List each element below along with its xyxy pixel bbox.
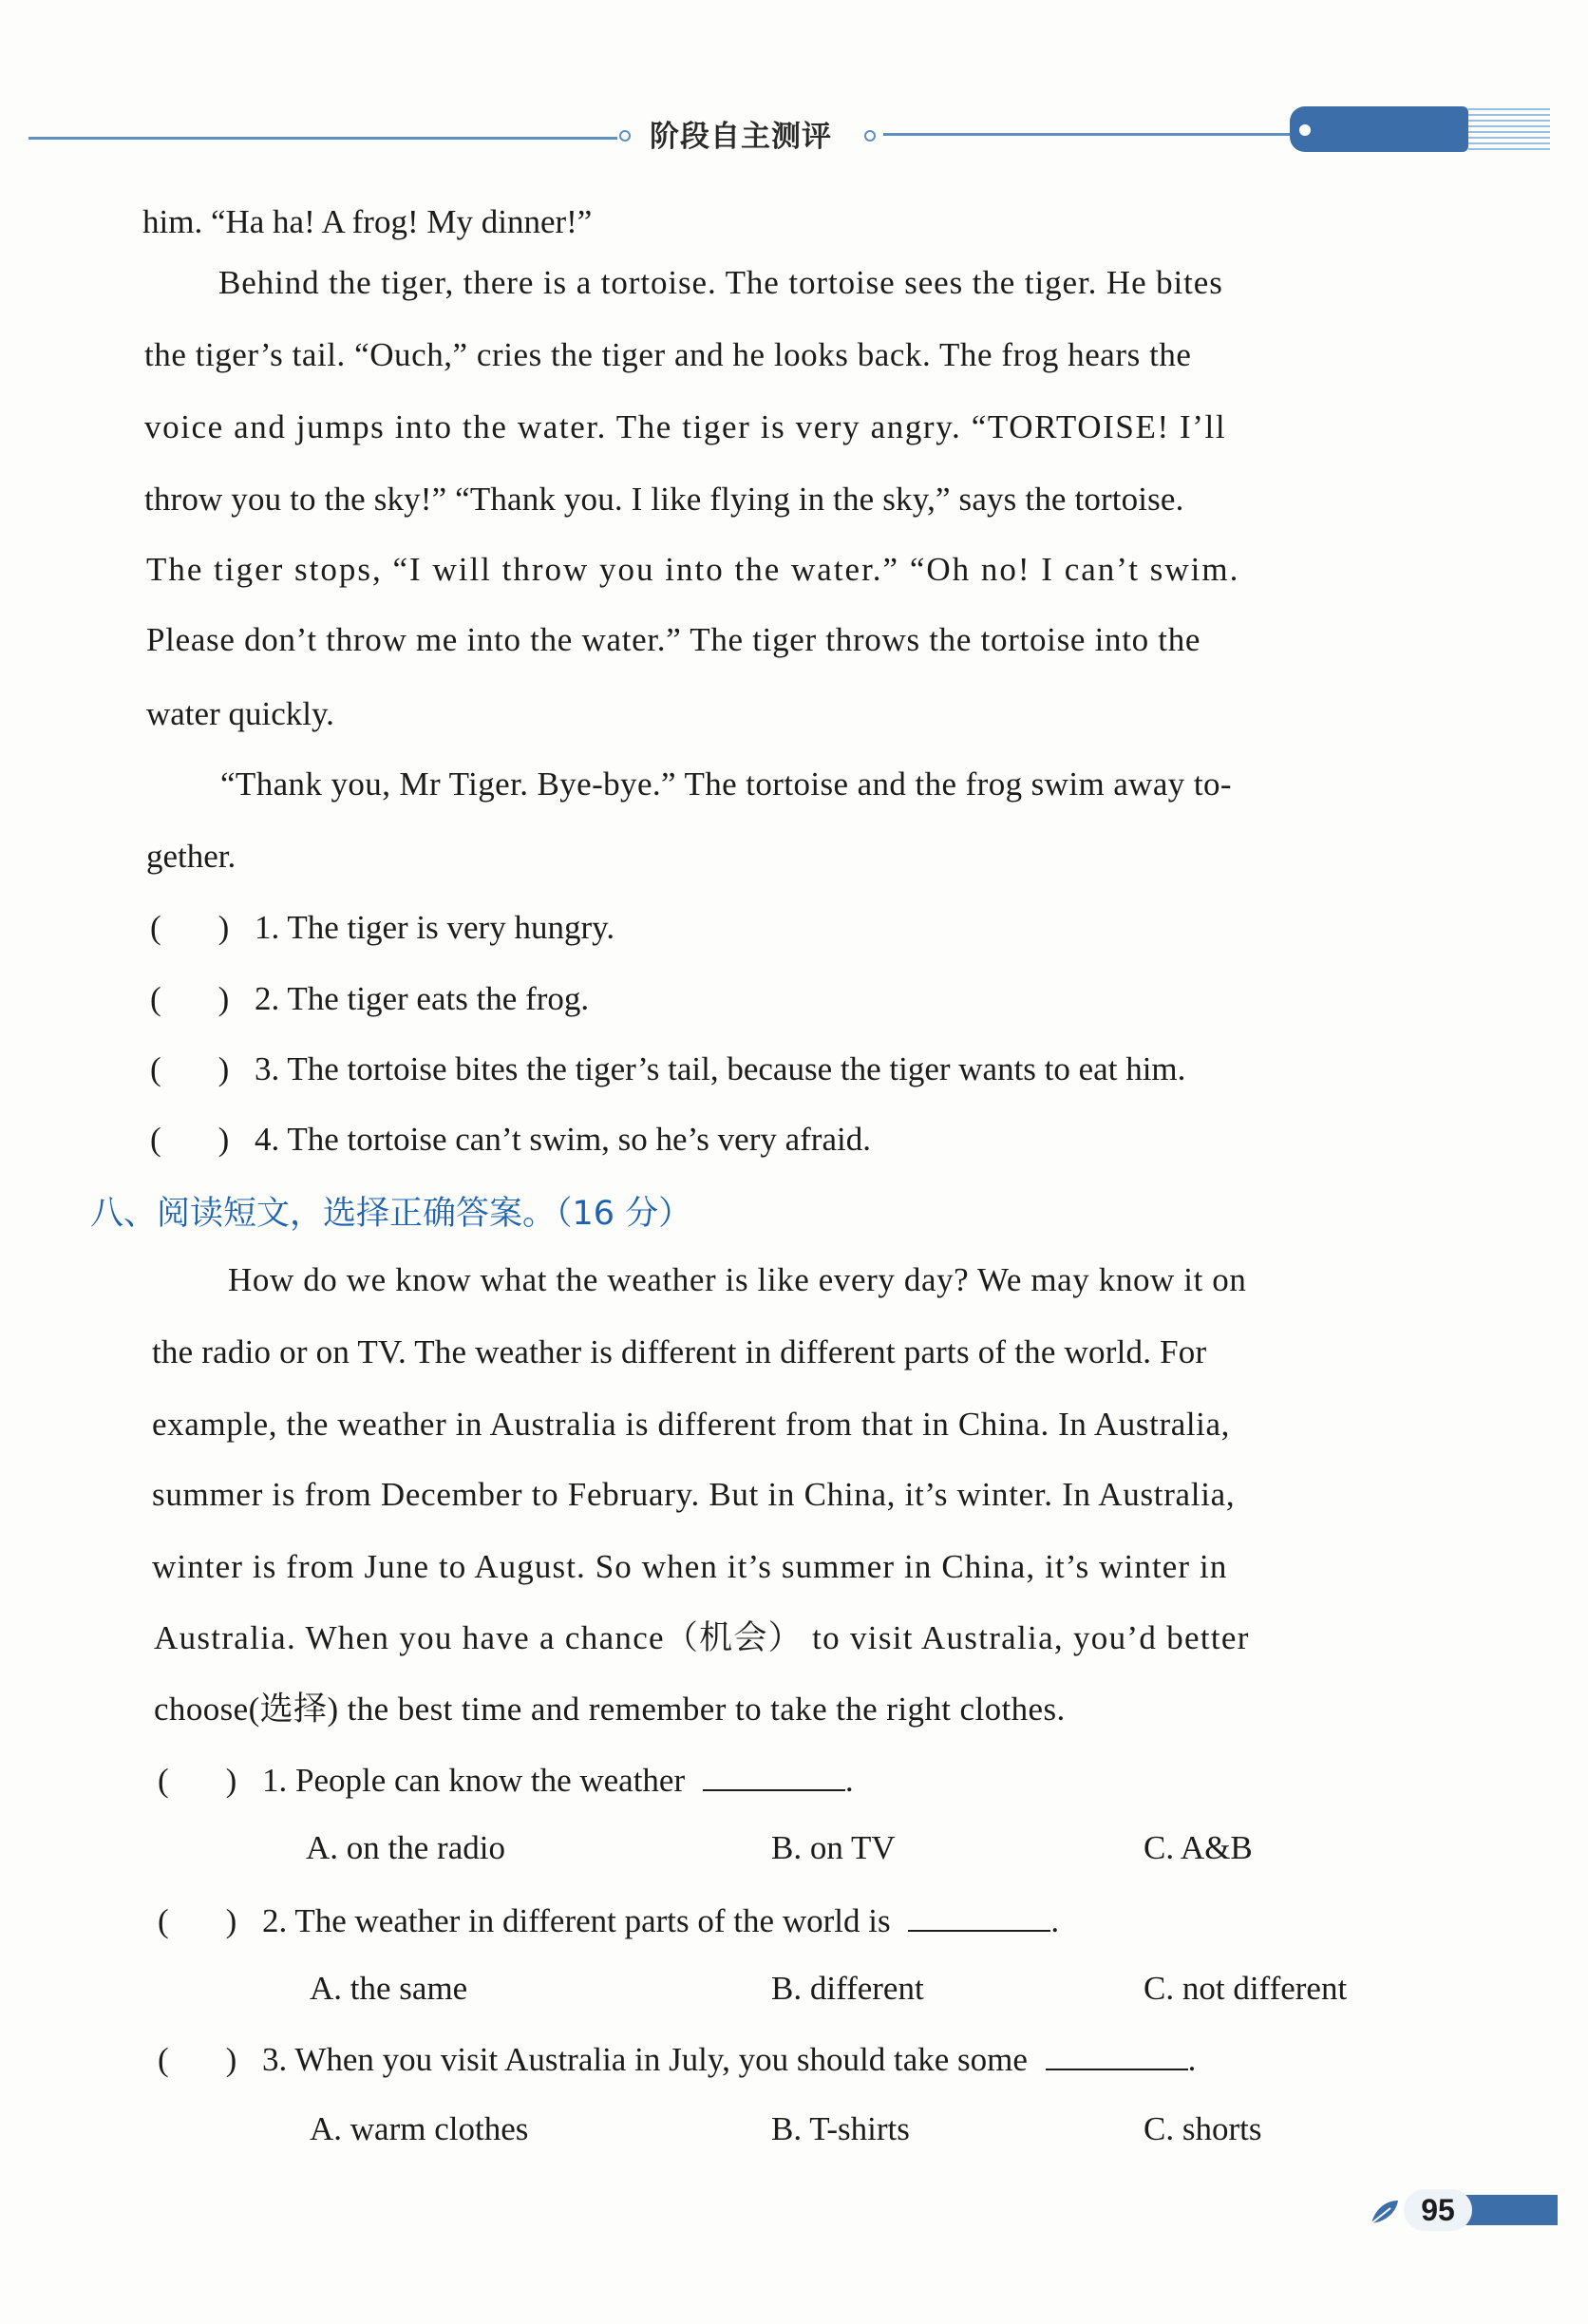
answer-blank[interactable] xyxy=(1046,2038,1188,2070)
question-end: . xyxy=(1187,2041,1197,2078)
passage-line: the tiger’s tail. “Ouch,” cries the tiger and he looks back. The frog hears the xyxy=(144,336,1192,373)
option-b: B. different xyxy=(771,1970,924,2007)
question-text: 2. The weather in different parts of the world is xyxy=(262,1902,891,1939)
page-footer xyxy=(1368,2189,1558,2237)
leaf-icon xyxy=(1368,2195,1402,2229)
page-header xyxy=(0,95,1588,161)
answer-paren-close: ) xyxy=(225,2041,237,2078)
passage-line: Australia. When you have a chance（机会） to visit Australia, you’d better xyxy=(154,1619,1250,1656)
passage-line: summer is from December to February. But in China, it’s winter. In Australia, xyxy=(152,1476,1236,1513)
passage-line: voice and jumps into the water. The tiger is very angry. “TORTOISE! I’ll xyxy=(144,408,1227,445)
answer-paren-open[interactable]: ( xyxy=(158,1902,169,1939)
passage-line: example, the weather in Australia is different from that in China. In Australia, xyxy=(152,1406,1230,1443)
passage-line: choose(选择) the best time and remember to take the right clothes. xyxy=(154,1691,1066,1728)
option-c: C. A&B xyxy=(1144,1829,1253,1866)
question-text: 1. The tiger is very hungry. xyxy=(255,909,615,946)
answer-paren-close: ) xyxy=(217,980,230,1017)
header-title: 阶段自主测评 xyxy=(650,120,832,154)
answer-paren-open[interactable]: ( xyxy=(158,2041,169,2078)
question-end: . xyxy=(844,1762,854,1799)
passage-line: water quickly. xyxy=(146,695,334,732)
question-item xyxy=(150,1119,871,1161)
question-end: . xyxy=(1050,1902,1060,1939)
section-8-heading: 八、阅读短文，选择正确答案。（16 分） xyxy=(90,1195,692,1233)
option-c: C. not different xyxy=(1144,1970,1348,2007)
header-rule-right xyxy=(883,133,1296,136)
option-c: C. shorts xyxy=(1144,2110,1262,2147)
question-item xyxy=(150,1049,1185,1090)
question-item xyxy=(158,2038,1196,2081)
question-text: 4. The tortoise can’t swim, so he’s very afraid. xyxy=(255,1121,871,1158)
answer-paren-close: ) xyxy=(217,1121,230,1158)
page-number: 95 xyxy=(1404,2189,1472,2231)
header-dot-right xyxy=(864,130,876,142)
answer-paren-close: ) xyxy=(217,909,230,946)
answer-paren-open[interactable]: ( xyxy=(150,1050,161,1087)
header-stripes xyxy=(1468,108,1550,150)
answer-blank[interactable] xyxy=(908,1899,1050,1932)
option-a: A. the same xyxy=(310,1970,468,2007)
header-tab-dot xyxy=(1299,124,1311,136)
answer-paren-open[interactable]: ( xyxy=(158,1762,169,1799)
option-b: B. on TV xyxy=(771,1829,896,1866)
question-text: 1. People can know the weather xyxy=(262,1762,686,1799)
passage-line: the radio or on TV. The weather is different in different parts of the world. For xyxy=(152,1333,1207,1370)
question-text: 2. The tiger eats the frog. xyxy=(255,980,590,1017)
option-b: B. T-shirts xyxy=(771,2110,910,2147)
question-item xyxy=(158,1899,1059,1942)
question-item xyxy=(150,907,614,949)
passage-line: winter is from June to August. So when it’s summer in China, it’s winter in xyxy=(152,1548,1228,1585)
header-tab-badge xyxy=(1290,106,1468,152)
passage-line: “Thank you, Mr Tiger. Bye-bye.” The tortoise and the frog swim away to- xyxy=(220,765,1232,803)
question-text: 3. The tortoise bites the tiger’s tail, because the tiger wants to eat him. xyxy=(255,1050,1186,1087)
page-number-bar xyxy=(1463,2195,1558,2225)
passage-line: throw you to the sky!” “Thank you. I like flying in the sky,” says the tortoise. xyxy=(144,481,1184,518)
question-item xyxy=(158,1759,854,1802)
question-item xyxy=(150,978,589,1020)
question-text: 3. When you visit Australia in July, you should take some xyxy=(262,2041,1028,2078)
answer-paren-close: ) xyxy=(225,1762,237,1799)
answer-paren-open[interactable]: ( xyxy=(150,980,161,1017)
header-dot-left xyxy=(619,130,631,142)
answer-paren-open[interactable]: ( xyxy=(150,1121,161,1158)
passage-line: How do we know what the weather is like every day? We may know it on xyxy=(228,1261,1247,1298)
answer-paren-close: ) xyxy=(225,1902,237,1939)
header-rule-left xyxy=(28,137,617,140)
passage-line: Please don’t throw me into the water.” The tiger throws the tortoise into the xyxy=(146,621,1201,658)
option-a: A. warm clothes xyxy=(310,2110,529,2147)
answer-blank[interactable] xyxy=(703,1759,845,1791)
answer-paren-open[interactable]: ( xyxy=(150,909,161,946)
passage-line: Behind the tiger, there is a tortoise. The tortoise sees the tiger. He bites xyxy=(218,264,1223,301)
passage-line: him. “Ha ha! A frog! My dinner!” xyxy=(142,203,593,240)
passage-line: The tiger stops, “I will throw you into the water.” “Oh no! I can’t swim. xyxy=(146,551,1240,588)
option-a: A. on the radio xyxy=(306,1829,505,1866)
passage-line: gether. xyxy=(146,838,236,875)
answer-paren-close: ) xyxy=(217,1050,230,1087)
